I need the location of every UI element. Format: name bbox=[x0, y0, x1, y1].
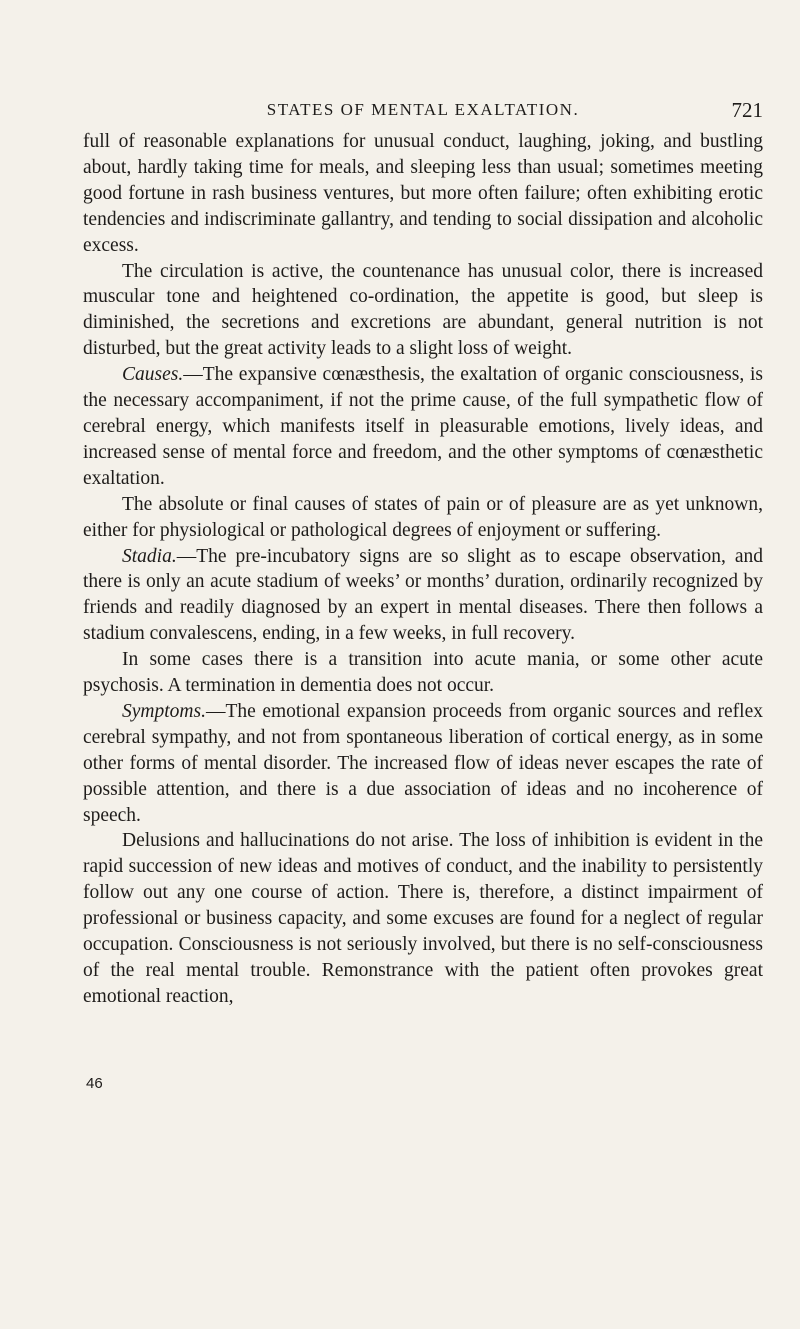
paragraph-text: —The expansive cœnæsthesis, the exaltation of organic consciousness, is the necessary accompaniment, if not the prime cause, of the full sympathetic flow of cerebral energy, which manifests itself in pleasurable emotions, lively ideas, and increased sense of mental force and freedom, and the other symptoms of cœnæsthetic exaltation. bbox=[83, 364, 763, 489]
paragraph bbox=[83, 129, 763, 259]
body-text bbox=[83, 129, 763, 1010]
paragraph bbox=[83, 259, 763, 363]
section-heading-symptoms: Symptoms. bbox=[122, 700, 206, 722]
section-heading-stadia: Stadia. bbox=[122, 545, 177, 567]
paragraph bbox=[83, 828, 763, 1009]
paragraph bbox=[83, 492, 763, 544]
page-number: 721 bbox=[731, 98, 763, 122]
section-heading-causes: Causes. bbox=[122, 364, 184, 386]
running-head: STATES OF MENTAL EXALTATION. bbox=[266, 100, 580, 119]
paragraph bbox=[83, 647, 763, 699]
page-header bbox=[83, 98, 763, 122]
paragraph-text: The circulation is active, the countenance has unusual color, there is increased muscular tone and heightened co-ordination, the appetite is good, but sleep is diminished, the secretions and excretions are abundant, general nutrition is not disturbed, but the great activity leads to a slight loss of weight. bbox=[83, 260, 763, 360]
paragraph-text: —The pre-incubatory signs are so slight as to escape observation, and there is only an acute stadium of weeks’ or months’ duration, ordinarily recognized by friends and readily diagnosed by an expert in mental diseases. There then follows a stadium convalescens, ending, in a few weeks, in full recovery. bbox=[83, 545, 763, 645]
paragraph-text: In some cases there is a transition into acute mania, or some other acute psychosis. A termination in dementia does not occur. bbox=[83, 649, 763, 697]
paragraph-causes bbox=[83, 362, 763, 492]
paragraph-text: Delusions and hallucinations do not arise. The loss of inhibition is evident in the rapid succession of new ideas and motives of conduct, and the inability to persistently follow out any one course of action. There is, therefore, a distinct impairment of professional or business capacity, and some excuses are found for a neglect of regular occupation. Consciousness is not seriously involved, but there is no self-consciousness of the real mental trouble. Remonstrance with the patient often provokes great emotional reaction, bbox=[83, 830, 763, 1007]
paragraph-symptoms bbox=[83, 699, 763, 829]
paragraph-text: The absolute or final causes of states of pain or of pleasure are as yet unknown, either for physiological or pathological degrees of enjoyment or suffering. bbox=[83, 493, 763, 541]
paragraph-stadia bbox=[83, 544, 763, 648]
paragraph-text: —The emotional expansion proceeds from organic sources and reflex cerebral sympathy, and not from spontaneous liberation of cortical energy, as in some other forms of mental disorder. The increased flow of ideas never escapes the rate of possible attention, and there is a due association of ideas and no incoherence of speech. bbox=[83, 700, 763, 826]
signature-mark: 46 bbox=[86, 1075, 103, 1092]
paragraph-text: full of reasonable explanations for unusual conduct, laughing, joking, and bustling about, hardly taking time for meals, and sleeping less than usual; sometimes meeting good fortune in rash business ventures, but more often failure; often exhibiting erotic tendencies and indiscriminate gallantry, and tending to social dissipation and alcoholic excess. bbox=[83, 131, 763, 256]
